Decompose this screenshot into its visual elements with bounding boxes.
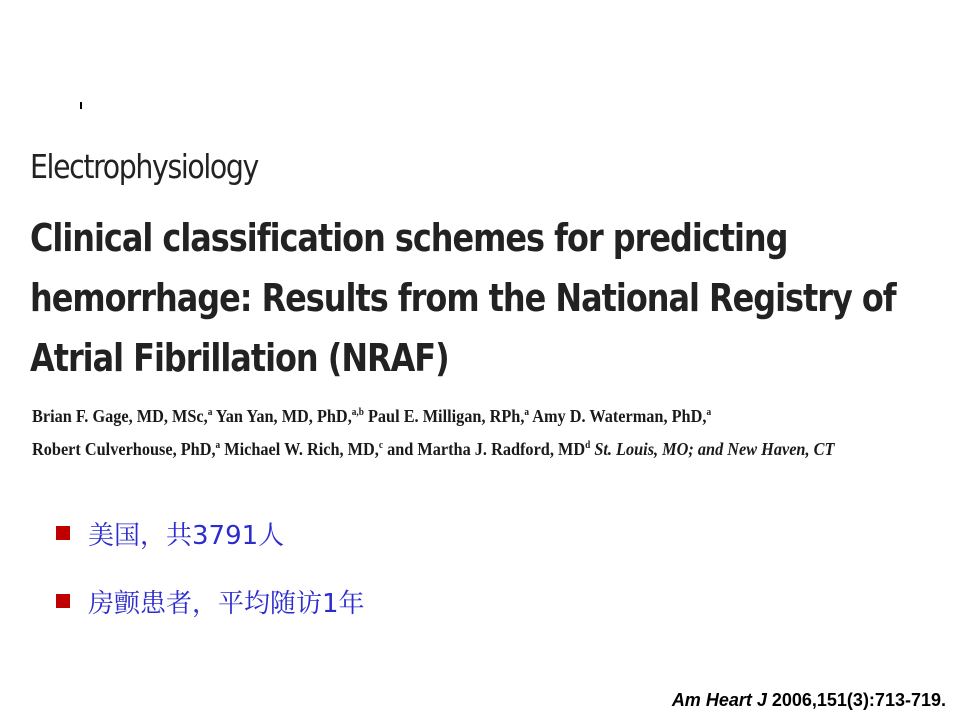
paper-title bbox=[30, 208, 896, 388]
affiliation-mark: d bbox=[585, 440, 591, 451]
author-line-2 bbox=[32, 431, 834, 464]
bullet-item bbox=[56, 582, 365, 620]
author-name: Michael W. Rich, MD, bbox=[220, 439, 379, 459]
square-bullet-icon bbox=[56, 594, 70, 608]
bullet-text: 美国，共3791人 bbox=[88, 520, 285, 551]
bullet-item bbox=[56, 514, 365, 552]
affiliation-mark: c bbox=[378, 440, 384, 451]
affiliation-mark: a bbox=[215, 440, 221, 451]
affiliation-mark: a,b bbox=[351, 407, 364, 418]
author-name: Yan Yan, MD, PhD, bbox=[212, 406, 352, 426]
stray-mark bbox=[80, 102, 82, 109]
author-name: and Martha J. Radford, MD bbox=[383, 439, 586, 459]
citation-ref: 2006,151(3):713-719. bbox=[766, 690, 946, 710]
bullet-text: 房颤患者，平均随访1年 bbox=[88, 588, 365, 619]
author-location: St. Louis, MO; and New Haven, CT bbox=[594, 439, 835, 459]
citation bbox=[672, 690, 946, 711]
affiliation-mark: a bbox=[524, 407, 530, 418]
affiliation-mark: a bbox=[706, 407, 712, 418]
section-label: Electrophysiology bbox=[30, 147, 258, 186]
journal-name: Am Heart J bbox=[671, 690, 767, 710]
author-name: Robert Culverhouse, PhD, bbox=[32, 439, 216, 459]
title-line: Clinical classification schemes for predicting bbox=[30, 216, 788, 260]
author-name: Paul E. Milligan, RPh, bbox=[363, 406, 525, 426]
title-line: Atrial Fibrillation (NRAF) bbox=[30, 336, 449, 380]
author-name: Brian F. Gage, MD, MSc, bbox=[32, 406, 208, 426]
square-bullet-icon bbox=[56, 526, 70, 540]
author-list bbox=[32, 398, 834, 464]
author-line-1 bbox=[32, 398, 834, 431]
affiliation-mark: a bbox=[207, 407, 213, 418]
bullet-list bbox=[56, 514, 365, 650]
title-line: hemorrhage: Results from the National Registry of bbox=[30, 276, 896, 320]
author-name: Amy D. Waterman, PhD, bbox=[529, 406, 707, 426]
